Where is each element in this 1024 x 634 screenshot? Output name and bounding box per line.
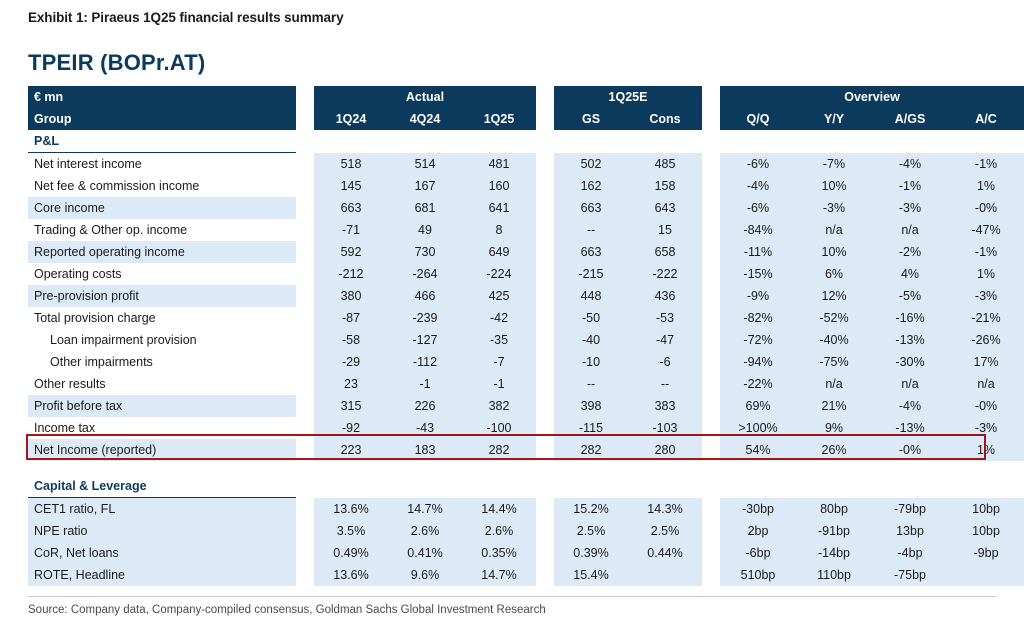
gap-cell	[702, 108, 720, 130]
cell-estimate-1: -53	[628, 307, 702, 329]
cell-estimate-0: 398	[554, 395, 628, 417]
cell-actual-1: 14.7%	[388, 498, 462, 521]
cell-overview-1: -52%	[796, 307, 872, 329]
cell-overview-2: -1%	[872, 175, 948, 197]
cell-actual-1: 514	[388, 153, 462, 176]
cell-actual-1: 2.6%	[388, 520, 462, 542]
row-label: Core income	[28, 197, 296, 219]
cell-estimate-0: 0.39%	[554, 542, 628, 564]
cell-overview-0: -72%	[720, 329, 796, 351]
gap-cell	[702, 417, 720, 439]
cell-actual-1: -127	[388, 329, 462, 351]
cell-overview-2: -2%	[872, 241, 948, 263]
cell-overview-1: 21%	[796, 395, 872, 417]
gap-cell	[296, 197, 314, 219]
cell-overview-0: -15%	[720, 263, 796, 285]
cell-actual-1: 466	[388, 285, 462, 307]
row-label: Reported operating income	[28, 241, 296, 263]
cell-overview-1: 10%	[796, 175, 872, 197]
col-header-ags: A/GS	[872, 108, 948, 130]
cell-overview-2: -3%	[872, 197, 948, 219]
cell-actual-1: -112	[388, 351, 462, 373]
gap-cell	[536, 241, 554, 263]
cell-actual-0: 315	[314, 395, 388, 417]
cell-overview-0: -9%	[720, 285, 796, 307]
cell-estimate-0: 663	[554, 197, 628, 219]
cell-estimate-0: -10	[554, 351, 628, 373]
cell-actual-0: 3.5%	[314, 520, 388, 542]
cell-estimate-1: 485	[628, 153, 702, 176]
cell-estimate-0: 282	[554, 439, 628, 461]
row-label: Trading & Other op. income	[28, 219, 296, 241]
cell-actual-2: -1	[462, 373, 536, 395]
gap-cell	[702, 175, 720, 197]
cell-overview-0: -30bp	[720, 498, 796, 521]
row-label: Profit before tax	[28, 395, 296, 417]
gap-cell	[702, 439, 720, 461]
cell-actual-0: -212	[314, 263, 388, 285]
cell-overview-0: -6bp	[720, 542, 796, 564]
gap-cell	[702, 130, 720, 153]
cell-overview-2: -0%	[872, 439, 948, 461]
gap-cell	[296, 564, 314, 586]
cell-actual-2: -42	[462, 307, 536, 329]
gap-cell	[536, 197, 554, 219]
table-row	[28, 219, 1024, 241]
cell-actual-1: -264	[388, 263, 462, 285]
exhibit-title: Exhibit 1: Piraeus 1Q25 financial results summary	[28, 10, 344, 25]
cell-estimate-0: -40	[554, 329, 628, 351]
table-row	[28, 263, 1024, 285]
section-spacer	[314, 130, 536, 153]
cell-actual-1: 49	[388, 219, 462, 241]
cell-overview-0: -82%	[720, 307, 796, 329]
table-row	[28, 307, 1024, 329]
table-row	[28, 175, 1024, 197]
cell-estimate-1: 643	[628, 197, 702, 219]
cell-overview-2: -30%	[872, 351, 948, 373]
cell-overview-3: -0%	[948, 395, 1024, 417]
gap-cell	[702, 263, 720, 285]
section-spacer	[554, 475, 702, 498]
row-label: Net fee & commission income	[28, 175, 296, 197]
section-row-capital	[28, 475, 1024, 498]
cell-actual-0: -29	[314, 351, 388, 373]
gap-cell	[536, 417, 554, 439]
gap-cell	[536, 564, 554, 586]
gap-cell	[296, 86, 314, 108]
cell-overview-1: n/a	[796, 219, 872, 241]
table-body	[28, 86, 1024, 586]
table-row	[28, 542, 1024, 564]
col-header-4q24: 4Q24	[388, 108, 462, 130]
gap-cell	[536, 373, 554, 395]
group-label: Group	[28, 108, 296, 130]
cell-overview-2: 4%	[872, 263, 948, 285]
section-spacer	[554, 130, 702, 153]
section-spacer	[720, 130, 1024, 153]
table-row	[28, 564, 1024, 586]
cell-overview-0: 54%	[720, 439, 796, 461]
cell-overview-2: -4%	[872, 153, 948, 176]
section-spacer	[314, 475, 536, 498]
col-header-qq: Q/Q	[720, 108, 796, 130]
cell-actual-2: -100	[462, 417, 536, 439]
gap-cell	[536, 351, 554, 373]
cell-actual-2: 14.4%	[462, 498, 536, 521]
cell-actual-1: -43	[388, 417, 462, 439]
cell-estimate-1: 15	[628, 219, 702, 241]
cell-overview-3: 17%	[948, 351, 1024, 373]
gap-cell	[702, 329, 720, 351]
row-label: Other impairments	[28, 351, 296, 373]
gap-cell	[702, 285, 720, 307]
cell-actual-1: 167	[388, 175, 462, 197]
gap-cell	[536, 86, 554, 108]
table-row	[28, 197, 1024, 219]
column-header-row	[28, 108, 1024, 130]
table-row	[28, 498, 1024, 521]
cell-actual-1: 226	[388, 395, 462, 417]
gap-cell	[296, 395, 314, 417]
table-row	[28, 439, 1024, 461]
source-note: Source: Company data, Company-compiled consensus, Goldman Sachs Global Investment Research	[28, 604, 546, 616]
cell-estimate-1: --	[628, 373, 702, 395]
cell-actual-2: 649	[462, 241, 536, 263]
row-label: Operating costs	[28, 263, 296, 285]
gap-cell	[702, 351, 720, 373]
gap-cell	[296, 130, 314, 153]
cell-overview-0: -6%	[720, 197, 796, 219]
cell-overview-3: 1%	[948, 439, 1024, 461]
cell-overview-3: n/a	[948, 373, 1024, 395]
gap-cell	[296, 285, 314, 307]
cell-overview-3: -9bp	[948, 542, 1024, 564]
row-label: CoR, Net loans	[28, 542, 296, 564]
table-row	[28, 351, 1024, 373]
gap-cell	[296, 351, 314, 373]
cell-overview-3: -1%	[948, 241, 1024, 263]
gap-cell	[296, 439, 314, 461]
cell-overview-3: 10bp	[948, 498, 1024, 521]
cell-overview-3: -26%	[948, 329, 1024, 351]
gap-cell	[536, 542, 554, 564]
cell-actual-1: 730	[388, 241, 462, 263]
cell-overview-3: -0%	[948, 197, 1024, 219]
financial-table-wrapper	[28, 86, 1001, 586]
cell-estimate-0: -50	[554, 307, 628, 329]
cell-actual-2: -224	[462, 263, 536, 285]
cell-actual-0: 663	[314, 197, 388, 219]
gap-cell	[536, 395, 554, 417]
cell-overview-3: 10bp	[948, 520, 1024, 542]
cell-estimate-1	[628, 564, 702, 586]
cell-actual-1: -239	[388, 307, 462, 329]
cell-overview-1: 80bp	[796, 498, 872, 521]
gap-cell	[296, 498, 314, 521]
cell-actual-2: 382	[462, 395, 536, 417]
company-title: TPEIR (BOPr.AT)	[28, 50, 206, 75]
cell-overview-1: -91bp	[796, 520, 872, 542]
cell-actual-0: -87	[314, 307, 388, 329]
cell-actual-2: 481	[462, 153, 536, 176]
gap-cell	[296, 542, 314, 564]
gap-cell	[536, 285, 554, 307]
band-overview: Overview	[720, 86, 1024, 108]
col-header-gs: GS	[554, 108, 628, 130]
gap-cell	[536, 520, 554, 542]
cell-overview-1: -40%	[796, 329, 872, 351]
table-row	[28, 329, 1024, 351]
cell-overview-1: 6%	[796, 263, 872, 285]
gap-cell	[536, 175, 554, 197]
table-row	[28, 241, 1024, 263]
gap-cell	[702, 395, 720, 417]
row-label: Total provision charge	[28, 307, 296, 329]
gap-cell	[536, 130, 554, 153]
gap-cell	[296, 417, 314, 439]
cell-overview-1: 26%	[796, 439, 872, 461]
cell-overview-0: -6%	[720, 153, 796, 176]
cell-overview-3: -21%	[948, 307, 1024, 329]
cell-overview-1: -7%	[796, 153, 872, 176]
cell-overview-1: 10%	[796, 241, 872, 263]
gap-cell	[702, 219, 720, 241]
gap-cell	[296, 175, 314, 197]
col-header-1q25: 1Q25	[462, 108, 536, 130]
row-label: ROTE, Headline	[28, 564, 296, 586]
cell-overview-0: -11%	[720, 241, 796, 263]
section-title-pnl: P&L	[28, 130, 296, 153]
gap-cell	[296, 307, 314, 329]
gap-cell	[536, 219, 554, 241]
cell-overview-3: 1%	[948, 263, 1024, 285]
section-spacer	[720, 475, 1024, 498]
cell-actual-2: -7	[462, 351, 536, 373]
cell-estimate-0: 448	[554, 285, 628, 307]
cell-actual-2: 160	[462, 175, 536, 197]
cell-actual-0: 13.6%	[314, 498, 388, 521]
gap-cell	[536, 153, 554, 176]
cell-estimate-0: 663	[554, 241, 628, 263]
gap-cell	[702, 153, 720, 176]
cell-estimate-0: 162	[554, 175, 628, 197]
table-row	[28, 153, 1024, 176]
table-row	[28, 520, 1024, 542]
cell-actual-1: 0.41%	[388, 542, 462, 564]
gap-cell	[702, 373, 720, 395]
cell-actual-0: 223	[314, 439, 388, 461]
cell-estimate-1: 383	[628, 395, 702, 417]
cell-estimate-1: 14.3%	[628, 498, 702, 521]
gap-cell	[536, 108, 554, 130]
row-label: CET1 ratio, FL	[28, 498, 296, 521]
cell-estimate-1: -6	[628, 351, 702, 373]
cell-overview-1: n/a	[796, 373, 872, 395]
cell-actual-1: 183	[388, 439, 462, 461]
section-row-pnl	[28, 130, 1024, 153]
gap-cell	[536, 329, 554, 351]
cell-overview-2: n/a	[872, 219, 948, 241]
cell-overview-0: -4%	[720, 175, 796, 197]
gap-cell	[296, 241, 314, 263]
cell-estimate-1: -103	[628, 417, 702, 439]
table-row	[28, 417, 1024, 439]
cell-estimate-0: 502	[554, 153, 628, 176]
cell-actual-0: 23	[314, 373, 388, 395]
cell-actual-0: 592	[314, 241, 388, 263]
gap-cell	[536, 498, 554, 521]
cell-overview-2: -5%	[872, 285, 948, 307]
cell-overview-2: -4bp	[872, 542, 948, 564]
col-header-1q24: 1Q24	[314, 108, 388, 130]
gap-cell	[296, 219, 314, 241]
cell-overview-3: 1%	[948, 175, 1024, 197]
gap-cell	[296, 153, 314, 176]
cell-overview-2: n/a	[872, 373, 948, 395]
col-header-yy: Y/Y	[796, 108, 872, 130]
cell-actual-1: 681	[388, 197, 462, 219]
cell-estimate-0: -115	[554, 417, 628, 439]
col-header-ac: A/C	[948, 108, 1024, 130]
cell-overview-2: 13bp	[872, 520, 948, 542]
row-label: Pre-provision profit	[28, 285, 296, 307]
cell-actual-2: 425	[462, 285, 536, 307]
cell-actual-0: 380	[314, 285, 388, 307]
cell-actual-2: 8	[462, 219, 536, 241]
band-header-row	[28, 86, 1024, 108]
cell-overview-2: -4%	[872, 395, 948, 417]
gap-cell	[702, 564, 720, 586]
cell-estimate-1: -47	[628, 329, 702, 351]
cell-overview-0: -22%	[720, 373, 796, 395]
gap-cell	[702, 475, 720, 498]
cell-overview-2: -16%	[872, 307, 948, 329]
row-label: Net Income (reported)	[28, 439, 296, 461]
cell-estimate-0: --	[554, 373, 628, 395]
row-label: NPE ratio	[28, 520, 296, 542]
cell-overview-3: -1%	[948, 153, 1024, 176]
cell-overview-1: 12%	[796, 285, 872, 307]
cell-actual-0: 0.49%	[314, 542, 388, 564]
gap-cell	[702, 520, 720, 542]
financial-table	[28, 86, 1024, 586]
row-label: Other results	[28, 373, 296, 395]
cell-estimate-1: -222	[628, 263, 702, 285]
cell-estimate-0: 15.4%	[554, 564, 628, 586]
gap-cell	[296, 475, 314, 498]
section-spacer-row	[28, 461, 1024, 475]
cell-actual-0: -92	[314, 417, 388, 439]
band-estimate: 1Q25E	[554, 86, 702, 108]
cell-overview-0: 510bp	[720, 564, 796, 586]
source-divider	[28, 596, 996, 597]
cell-actual-0: 145	[314, 175, 388, 197]
cell-estimate-1: 280	[628, 439, 702, 461]
cell-overview-3: -3%	[948, 417, 1024, 439]
row-label: Income tax	[28, 417, 296, 439]
cell-actual-0: -71	[314, 219, 388, 241]
cell-estimate-0: --	[554, 219, 628, 241]
cell-overview-2: -75bp	[872, 564, 948, 586]
cell-overview-3: -3%	[948, 285, 1024, 307]
cell-actual-2: 641	[462, 197, 536, 219]
gap-cell	[296, 520, 314, 542]
gap-cell	[536, 263, 554, 285]
gap-cell	[702, 197, 720, 219]
cell-overview-1: -75%	[796, 351, 872, 373]
cell-actual-2: 282	[462, 439, 536, 461]
cell-overview-1: -14bp	[796, 542, 872, 564]
cell-estimate-1: 2.5%	[628, 520, 702, 542]
table-row	[28, 285, 1024, 307]
cell-overview-0: -94%	[720, 351, 796, 373]
cell-estimate-1: 0.44%	[628, 542, 702, 564]
cell-overview-3	[948, 564, 1024, 586]
gap-cell	[702, 307, 720, 329]
cell-overview-2: -13%	[872, 329, 948, 351]
col-header-cons: Cons	[628, 108, 702, 130]
table-row	[28, 373, 1024, 395]
gap-cell	[296, 263, 314, 285]
section-title-capital: Capital & Leverage	[28, 475, 296, 498]
cell-overview-0: 2bp	[720, 520, 796, 542]
gap-cell	[536, 307, 554, 329]
cell-actual-2: 2.6%	[462, 520, 536, 542]
cell-estimate-0: 15.2%	[554, 498, 628, 521]
cell-estimate-0: -215	[554, 263, 628, 285]
cell-overview-0: -84%	[720, 219, 796, 241]
gap-cell	[702, 498, 720, 521]
gap-cell	[296, 329, 314, 351]
cell-actual-0: 13.6%	[314, 564, 388, 586]
cell-actual-1: -1	[388, 373, 462, 395]
cell-estimate-1: 658	[628, 241, 702, 263]
gap-cell	[296, 373, 314, 395]
cell-actual-0: -58	[314, 329, 388, 351]
gap-cell	[296, 108, 314, 130]
cell-estimate-1: 436	[628, 285, 702, 307]
cell-actual-2: 0.35%	[462, 542, 536, 564]
cell-overview-3: -47%	[948, 219, 1024, 241]
cell-overview-0: 69%	[720, 395, 796, 417]
cell-overview-2: -79bp	[872, 498, 948, 521]
gap-cell	[702, 542, 720, 564]
cell-overview-1: 9%	[796, 417, 872, 439]
table-row	[28, 395, 1024, 417]
row-label: Loan impairment provision	[28, 329, 296, 351]
gap-cell	[536, 475, 554, 498]
cell-estimate-1: 158	[628, 175, 702, 197]
gap-cell	[702, 86, 720, 108]
cell-actual-2: -35	[462, 329, 536, 351]
band-actual: Actual	[314, 86, 536, 108]
cell-overview-1: -3%	[796, 197, 872, 219]
cell-actual-0: 518	[314, 153, 388, 176]
unit-label: € mn	[28, 86, 296, 108]
gap-cell	[702, 241, 720, 263]
cell-overview-0: >100%	[720, 417, 796, 439]
gap-cell	[536, 439, 554, 461]
cell-actual-2: 14.7%	[462, 564, 536, 586]
row-label: Net interest income	[28, 153, 296, 176]
cell-actual-1: 9.6%	[388, 564, 462, 586]
cell-estimate-0: 2.5%	[554, 520, 628, 542]
cell-overview-1: 110bp	[796, 564, 872, 586]
cell-overview-2: -13%	[872, 417, 948, 439]
